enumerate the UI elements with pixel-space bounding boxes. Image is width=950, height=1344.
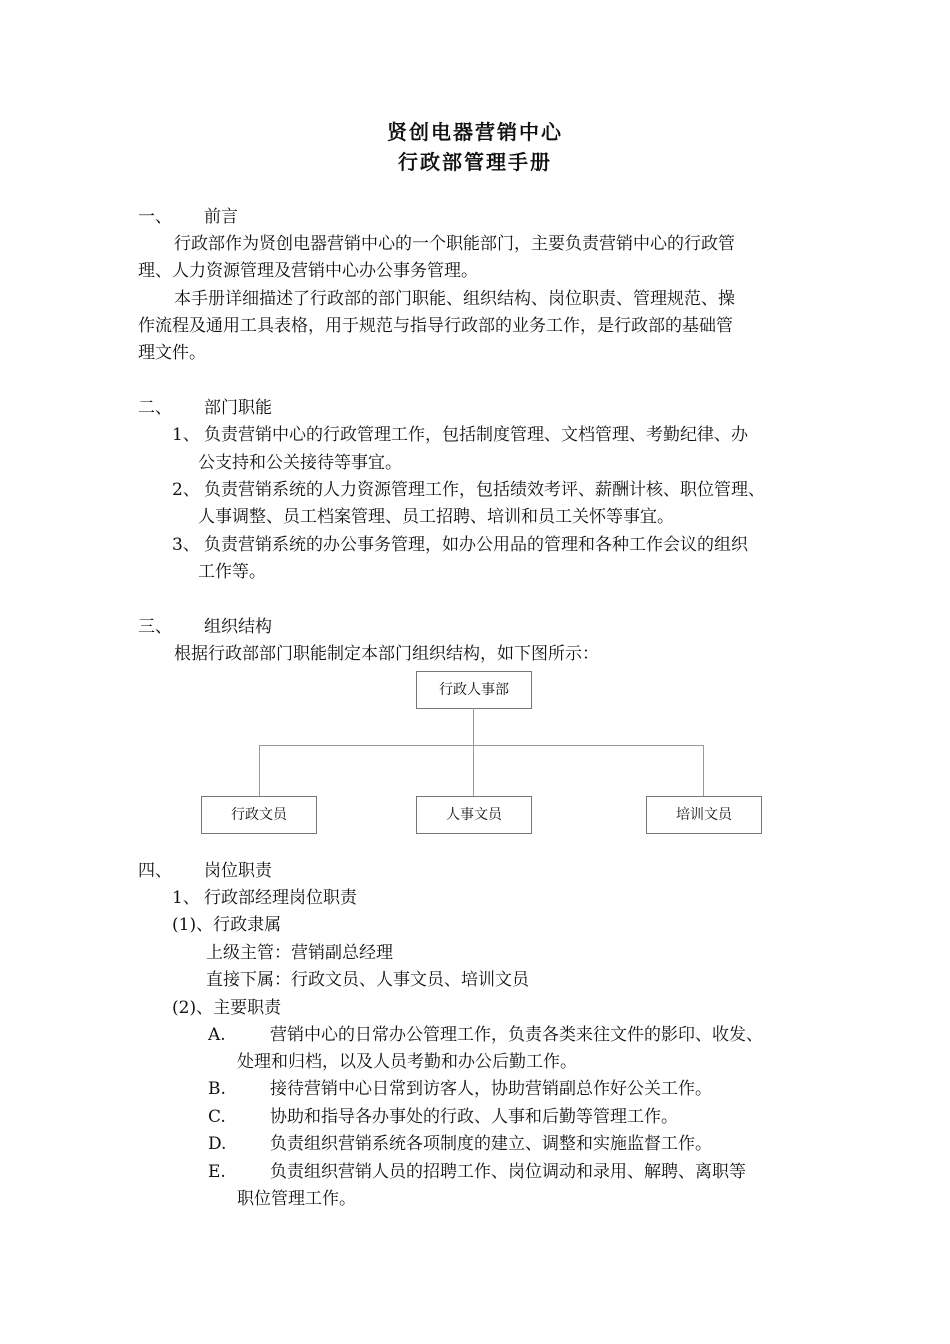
duty-text: 营销中心的日常办公管理工作，负责各类来往文件的影印、收发、 bbox=[270, 1025, 763, 1045]
org-connector bbox=[703, 745, 704, 796]
duty-text: 职位管理工作。 bbox=[237, 1189, 356, 1209]
org-connector bbox=[473, 708, 474, 746]
list-item-text: 人事调整、员工档案管理、员工招聘、培训和员工关怀等事宜。 bbox=[198, 507, 674, 527]
duty-text: 接待营销中心日常到访客人，协助营销副总作好公关工作。 bbox=[270, 1079, 712, 1099]
section-4-title: 岗位职责 bbox=[204, 861, 272, 881]
duty-letter: E. bbox=[208, 1162, 226, 1182]
duty-text: 协助和指导各办事处的行政、人事和后勤等管理工作。 bbox=[270, 1107, 678, 1127]
list-item-text: 公支持和公关接待等事宜。 bbox=[198, 453, 402, 473]
item-heading: (1)、行政隶属 bbox=[172, 915, 282, 935]
section-1-number: 一、 bbox=[138, 207, 172, 227]
list-item-number: 3、 bbox=[172, 535, 200, 555]
section-2-number: 二、 bbox=[138, 398, 172, 418]
paragraph-line: 理文件。 bbox=[138, 343, 206, 363]
paragraph-line: 作流程及通用工具表格，用于规范与指导行政部的业务工作，是行政部的基础管 bbox=[138, 316, 733, 336]
list-item-number: 2、 bbox=[172, 480, 200, 500]
duty-text: 负责组织营销人员的招聘工作、岗位调动和录用、解聘、离职等 bbox=[270, 1162, 746, 1182]
duty-letter: D. bbox=[208, 1134, 227, 1154]
document-subtitle: 行政部管理手册 bbox=[398, 150, 552, 174]
duty-letter: A. bbox=[208, 1025, 226, 1045]
duty-text: 处理和归档，以及人员考勤和办公后勤工作。 bbox=[237, 1052, 577, 1072]
section-1-title: 前言 bbox=[204, 207, 238, 227]
paragraph-line: 根据行政部部门职能制定本部门组织结构，如下图所示： bbox=[174, 644, 599, 664]
subsection-number: 1、 bbox=[172, 888, 200, 908]
org-box-admin-clerk: 行政文员 bbox=[201, 796, 317, 834]
section-3-number: 三、 bbox=[138, 617, 172, 637]
section-3-title: 组织结构 bbox=[204, 617, 272, 637]
list-item-text: 负责营销系统的人力资源管理工作，包括绩效考评、薪酬计核、职位管理、 bbox=[204, 480, 765, 500]
section-2-title: 部门职能 bbox=[204, 398, 272, 418]
duty-text: 负责组织营销系统各项制度的建立、调整和实施监督工作。 bbox=[270, 1134, 712, 1154]
org-connector bbox=[259, 745, 704, 746]
document-title: 贤创电器营销中心 bbox=[387, 120, 563, 144]
section-4-number: 四、 bbox=[138, 861, 172, 881]
duty-letter: C. bbox=[208, 1107, 226, 1127]
paragraph-line: 行政部作为贤创电器营销中心的一个职能部门，主要负责营销中心的行政管 bbox=[174, 234, 735, 254]
list-item-text: 工作等。 bbox=[198, 562, 266, 582]
paragraph-line: 本手册详细描述了行政部的部门职能、组织结构、岗位职责、管理规范、操 bbox=[174, 289, 735, 309]
list-item-text: 负责营销系统的办公事务管理，如办公用品的管理和各种工作会议的组织 bbox=[204, 535, 748, 555]
org-box-root: 行政人事部 bbox=[416, 671, 532, 709]
superior-line: 上级主管：营销副总经理 bbox=[206, 943, 393, 963]
duty-letter: B. bbox=[208, 1079, 226, 1099]
subsection-title: 行政部经理岗位职责 bbox=[204, 888, 357, 908]
paragraph-line: 理、人力资源管理及营销中心办公事务管理。 bbox=[138, 261, 478, 281]
org-box-hr-clerk: 人事文员 bbox=[416, 796, 532, 834]
org-connector bbox=[473, 745, 474, 796]
list-item-text: 负责营销中心的行政管理工作，包括制度管理、文档管理、考勤纪律、办 bbox=[204, 425, 748, 445]
list-item-number: 1、 bbox=[172, 425, 200, 445]
org-connector bbox=[259, 745, 260, 796]
org-box-training-clerk: 培训文员 bbox=[646, 796, 762, 834]
subordinates-line: 直接下属：行政文员、人事文员、培训文员 bbox=[206, 970, 529, 990]
item-heading: (2)、主要职责 bbox=[172, 998, 282, 1018]
